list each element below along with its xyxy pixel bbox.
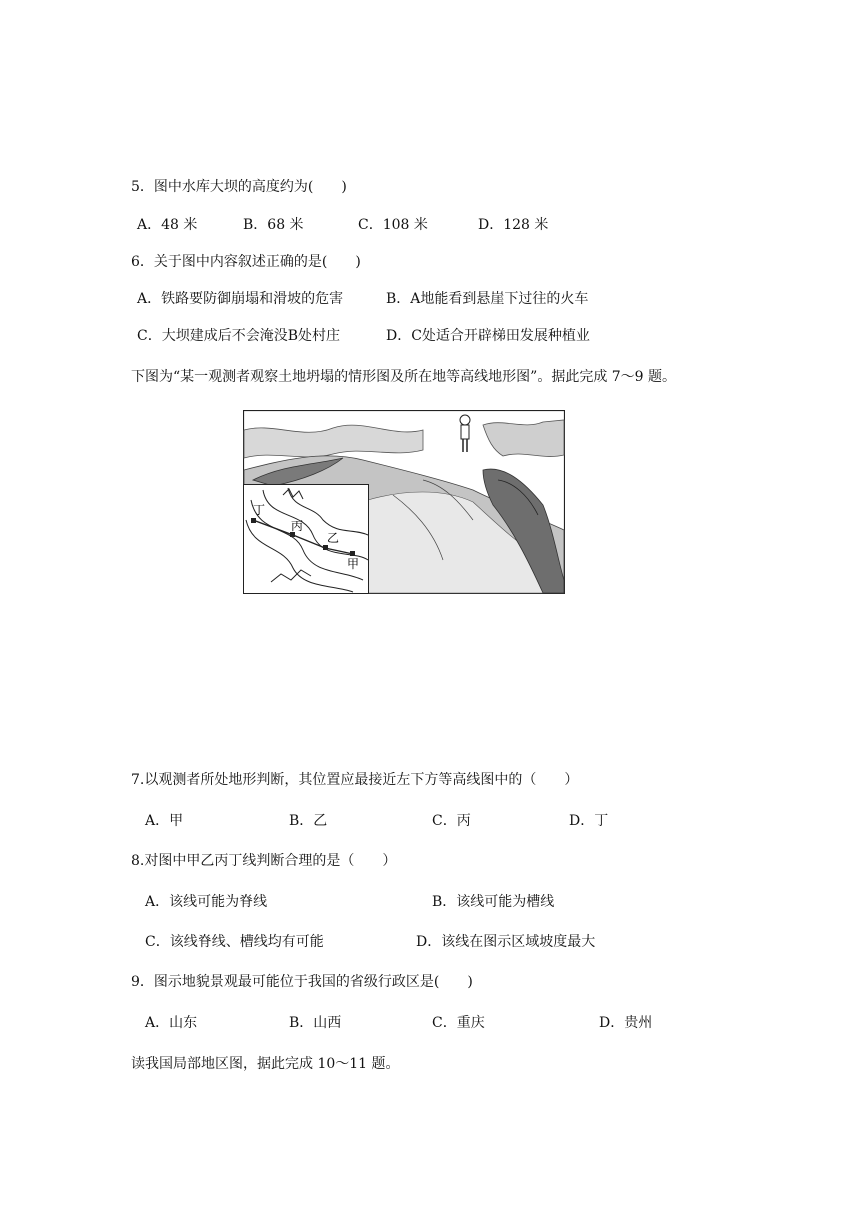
label-ding: 丁 [253,503,266,517]
q6-option-c: C．大坝建成后不会淹没B处村庄 [137,328,340,344]
intro-10-11: 读我国局部地区图，据此完成 10～11 题。 [131,1056,400,1072]
q7-option-b: B．乙 [289,813,328,829]
q5-option-d: D．128 米 [478,217,549,233]
q9-option-a: A．山东 [145,1015,198,1031]
q8-option-c: C．该线脊线、槽线均有可能 [145,934,324,950]
q7-option-c: C．丙 [432,813,471,829]
question-8-stem: 8.对图中甲乙丙丁线判断合理的是（ ） [131,853,397,869]
label-yi: 乙 [327,531,340,545]
question-9-stem: 9．图示地貌景观最可能位于我国的省级行政区是( ) [131,974,473,990]
q5-option-b: B．68 米 [243,217,304,233]
question-5-stem: 5．图中水库大坝的高度约为( ) [131,179,347,195]
q7-option-a: A．甲 [145,813,184,829]
landslide-figure [243,410,565,594]
q8-option-a: A．该线可能为脊线 [145,894,268,910]
q6-option-d: D．C处适合开辟梯田发展种植业 [386,328,590,344]
q5-option-c: C．108 米 [358,217,428,233]
q9-option-c: C．重庆 [432,1015,485,1031]
q7-option-d: D．丁 [569,813,609,829]
q8-option-d: D．该线在图示区域坡度最大 [416,934,596,950]
q8-option-b: B．该线可能为槽线 [432,894,555,910]
landslide-illustration [243,410,565,594]
q6-option-a: A．铁路要防御崩塌和滑坡的危害 [137,291,344,307]
q5-option-a: A．48 米 [137,217,198,233]
q9-option-b: B．山西 [289,1015,342,1031]
intro-7-9: 下图为“某一观测者观察土地坍塌的情形图及所在地等高线地形图”。据此完成 7～9 题。 [131,369,677,385]
question-6-stem: 6．关于图中内容叙述正确的是( ) [131,254,361,270]
q9-option-d: D．贵州 [599,1015,653,1031]
question-7-stem: 7.以观测者所处地形判断，其位置应最接近左下方等高线图中的（ ） [131,772,579,788]
q6-option-b: B．A地能看到悬崖下过往的火车 [386,291,589,307]
label-bing: 丙 [291,519,304,533]
label-jia: 甲 [347,557,360,571]
